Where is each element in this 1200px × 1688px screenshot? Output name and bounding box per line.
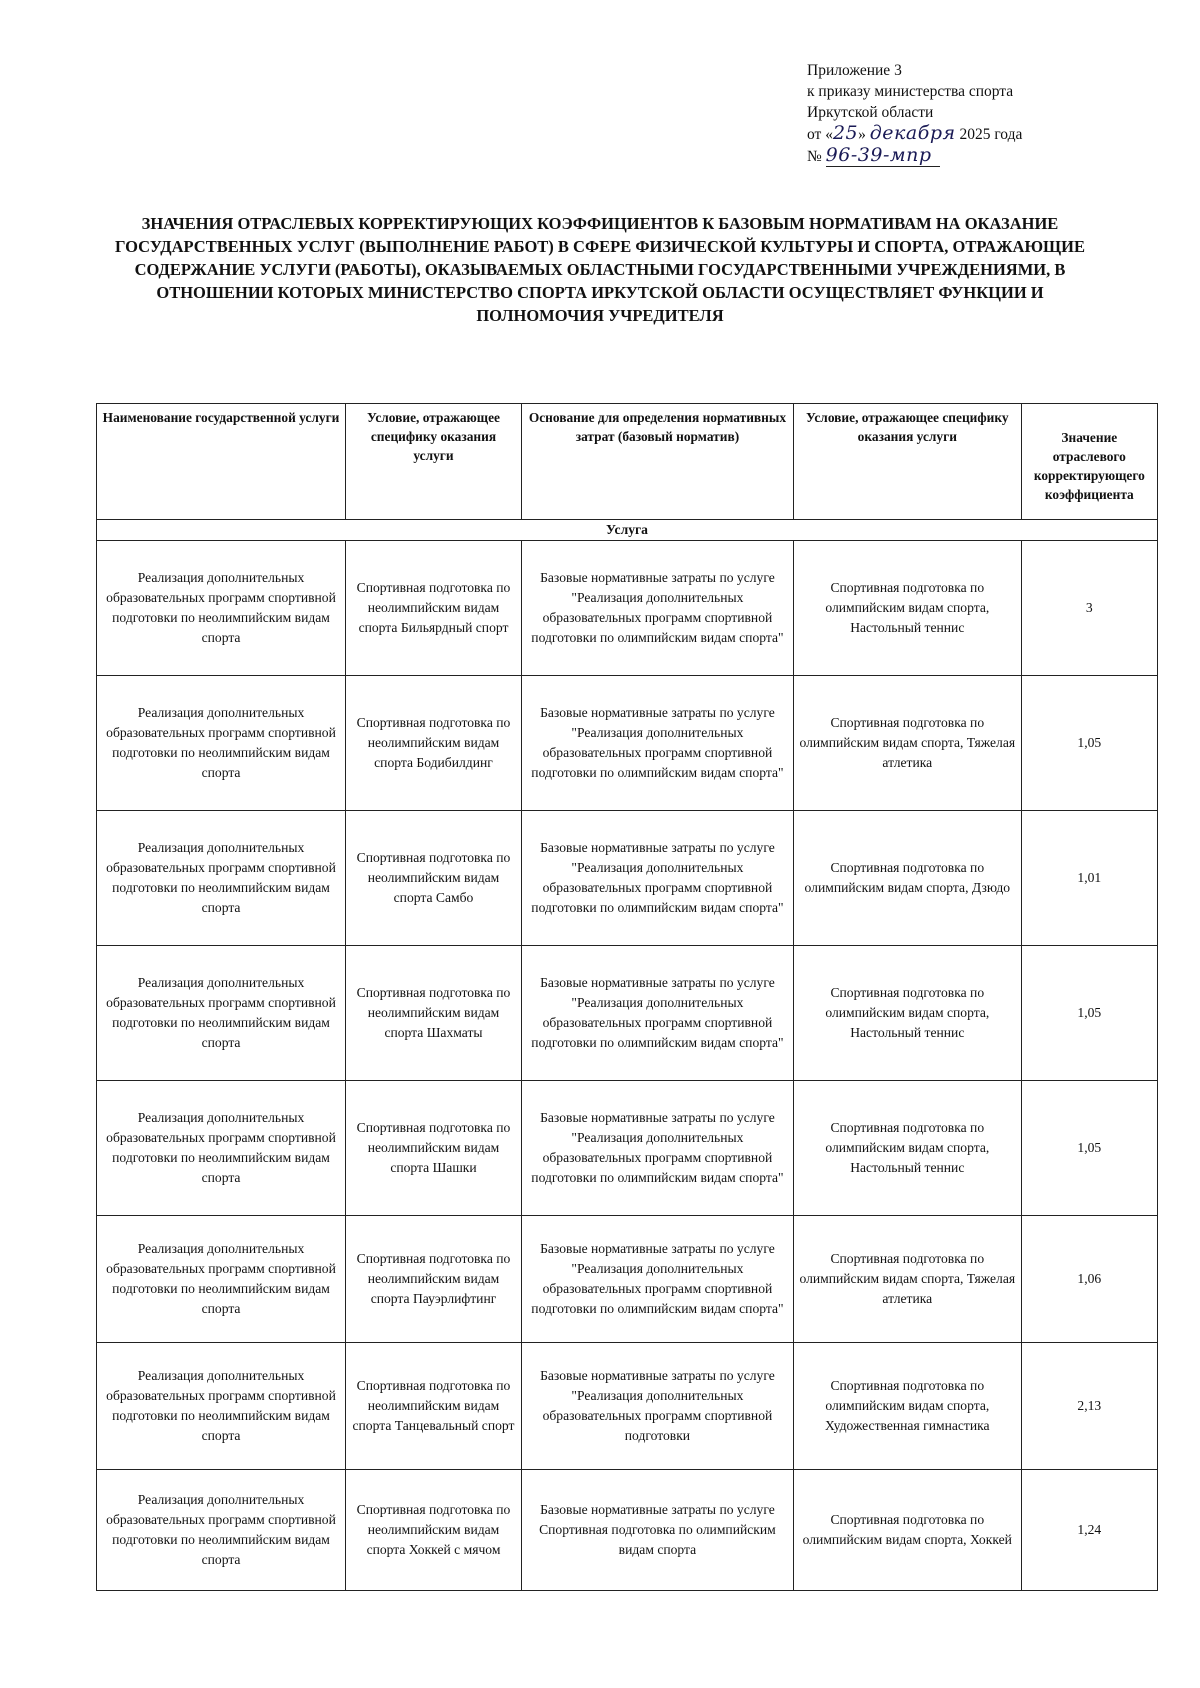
cell-coefficient: 1,05 [1021, 676, 1157, 811]
cell-service: Реализация дополнительных образовательных программ спортивной подготовки по неолимпийским видам спорта [97, 676, 346, 811]
header-condition-2: Условие, отражающее специфику оказания услуги [793, 404, 1021, 520]
cell-condition: Спортивная подготовка по неолимпийским видам спорта Бодибилдинг [346, 676, 522, 811]
appendix-block [807, 60, 1107, 167]
cell-condition: Спортивная подготовка по неолимпийским видам спорта Самбо [346, 811, 522, 946]
cell-service: Реализация дополнительных образовательных программ спортивной подготовки по неолимпийским видам спорта [97, 1216, 346, 1343]
cell-condition: Спортивная подготовка по неолимпийским видам спорта Танцевальный спорт [346, 1343, 522, 1470]
header-service-name: Наименование государственной услуги [97, 404, 346, 520]
table-row [97, 1081, 1158, 1216]
date-month-handwritten: декабря [869, 122, 956, 144]
cell-service: Реализация дополнительных образовательных программ спортивной подготовки по неолимпийским видам спорта [97, 946, 346, 1081]
cell-basis: Базовые нормативные затраты по услуге "Реализация дополнительных образовательных программ спортивной подготовки по олимпийским видам спорта" [521, 811, 793, 946]
date-day-handwritten: 25 [832, 122, 859, 144]
cell-condition-2: Спортивная подготовка по олимпийским видам спорта, Настольный теннис [793, 946, 1021, 1081]
table-row [97, 1343, 1158, 1470]
cell-basis: Базовые нормативные затраты по услуге "Реализация дополнительных образовательных программ спортивной подготовки по олимпийским видам спорта" [521, 1081, 793, 1216]
cell-coefficient: 1,06 [1021, 1216, 1157, 1343]
section-label: Услуга [97, 520, 1158, 541]
cell-condition-2: Спортивная подготовка по олимпийским видам спорта, Дзюдо [793, 811, 1021, 946]
table-row [97, 811, 1158, 946]
cell-coefficient: 1,05 [1021, 946, 1157, 1081]
cell-condition-2: Спортивная подготовка по олимпийским видам спорта, Художественная гимнастика [793, 1343, 1021, 1470]
cell-condition-2: Спортивная подготовка по олимпийским видам спорта, Настольный теннис [793, 1081, 1021, 1216]
header-condition: Условие, отражающее специфику оказания услуги [346, 404, 522, 520]
table-header-row [97, 404, 1158, 520]
cell-service: Реализация дополнительных образовательных программ спортивной подготовки по неолимпийским видам спорта [97, 811, 346, 946]
appendix-region: Иркутской области [807, 104, 934, 121]
cell-coefficient: 1,01 [1021, 811, 1157, 946]
date-mid: » [858, 126, 870, 143]
appendix-date [807, 123, 1107, 145]
table-row [97, 946, 1158, 1081]
table-row [97, 1216, 1158, 1343]
table-row [97, 1470, 1158, 1591]
cell-basis: Базовые нормативные затраты по услуге "Реализация дополнительных образовательных программ спортивной подготовки по олимпийским видам спорта" [521, 946, 793, 1081]
cell-condition: Спортивная подготовка по неолимпийским видам спорта Бильярдный спорт [346, 541, 522, 676]
header-basis: Основание для определения нормативных затрат (базовый норматив) [521, 404, 793, 520]
cell-coefficient: 1,24 [1021, 1470, 1157, 1591]
document-heading: ЗНАЧЕНИЯ ОТРАСЛЕВЫХ КОРРЕКТИРУЮЩИХ КОЭФФИЦИЕНТОВ К БАЗОВЫМ НОРМАТИВАМ НА ОКАЗАНИЕ ГОСУДАРСТВЕННЫХ УСЛУГ (ВЫПОЛНЕНИЕ РАБОТ) В СФЕРЕ ФИЗИЧЕСКОЙ КУЛЬТУРЫ И СПОРТА, ОТРАЖАЮЩИЕ СОДЕРЖАНИЕ УСЛУГИ (РАБОТЫ), ОКАЗЫВАЕМЫХ ОБЛАСТНЫМИ ГОСУДАРСТВЕННЫМИ УЧРЕЖДЕНИЯМИ, В ОТНОШЕНИИ КОТОРЫХ МИНИСТЕРСТВО СПОРТА ИРКУТСКОЙ ОБЛАСТИ ОСУЩЕСТВЛЯЕТ ФУНКЦИИ И ПОЛНОМОЧИЯ УЧРЕДИТЕЛЯ [115, 214, 1085, 325]
number-prefix: № [807, 148, 826, 165]
cell-basis: Базовые нормативные затраты по услуге "Реализация дополнительных образовательных программ спортивной подготовки [521, 1343, 793, 1470]
cell-service: Реализация дополнительных образовательных программ спортивной подготовки по неолимпийским видам спорта [97, 1470, 346, 1591]
cell-condition: Спортивная подготовка по неолимпийским видам спорта Пауэрлифтинг [346, 1216, 522, 1343]
table-row [97, 541, 1158, 676]
cell-basis: Базовые нормативные затраты по услуге Спортивная подготовка по олимпийским видам спорта [521, 1470, 793, 1591]
cell-condition: Спортивная подготовка по неолимпийским видам спорта Хоккей с мячом [346, 1470, 522, 1591]
header-coefficient: Значение отраслевого корректирующего коэффициента [1021, 404, 1157, 520]
cell-condition-2: Спортивная подготовка по олимпийским видам спорта, Тяжелая атлетика [793, 1216, 1021, 1343]
cell-coefficient: 1,05 [1021, 1081, 1157, 1216]
cell-condition-2: Спортивная подготовка по олимпийским видам спорта, Тяжелая атлетика [793, 676, 1021, 811]
appendix-number [807, 145, 1107, 167]
table-row [97, 676, 1158, 811]
cell-coefficient: 3 [1021, 541, 1157, 676]
cell-condition: Спортивная подготовка по неолимпийским видам спорта Шашки [346, 1081, 522, 1216]
date-prefix: от « [807, 126, 833, 143]
cell-service: Реализация дополнительных образовательных программ спортивной подготовки по неолимпийским видам спорта [97, 541, 346, 676]
date-suffix: 2025 года [955, 126, 1023, 143]
cell-service: Реализация дополнительных образовательных программ спортивной подготовки по неолимпийским видам спорта [97, 1343, 346, 1470]
appendix-order-ref: к приказу министерства спорта [807, 83, 1014, 100]
coefficients-table [96, 403, 1158, 1591]
section-row [97, 520, 1158, 541]
cell-condition: Спортивная подготовка по неолимпийским видам спорта Шахматы [346, 946, 522, 1081]
number-handwritten: 96-39-мпр [826, 145, 940, 167]
cell-basis: Базовые нормативные затраты по услуге "Реализация дополнительных образовательных программ спортивной подготовки по олимпийским видам спорта" [521, 676, 793, 811]
cell-basis: Базовые нормативные затраты по услуге "Реализация дополнительных образовательных программ спортивной подготовки по олимпийским видам спорта" [521, 1216, 793, 1343]
cell-condition-2: Спортивная подготовка по олимпийским видам спорта, Настольный теннис [793, 541, 1021, 676]
cell-basis: Базовые нормативные затраты по услуге "Реализация дополнительных образовательных программ спортивной подготовки по олимпийским видам спорта" [521, 541, 793, 676]
cell-condition-2: Спортивная подготовка по олимпийским видам спорта, Хоккей [793, 1470, 1021, 1591]
cell-coefficient: 2,13 [1021, 1343, 1157, 1470]
appendix-title: Приложение 3 [807, 62, 902, 79]
cell-service: Реализация дополнительных образовательных программ спортивной подготовки по неолимпийским видам спорта [97, 1081, 346, 1216]
